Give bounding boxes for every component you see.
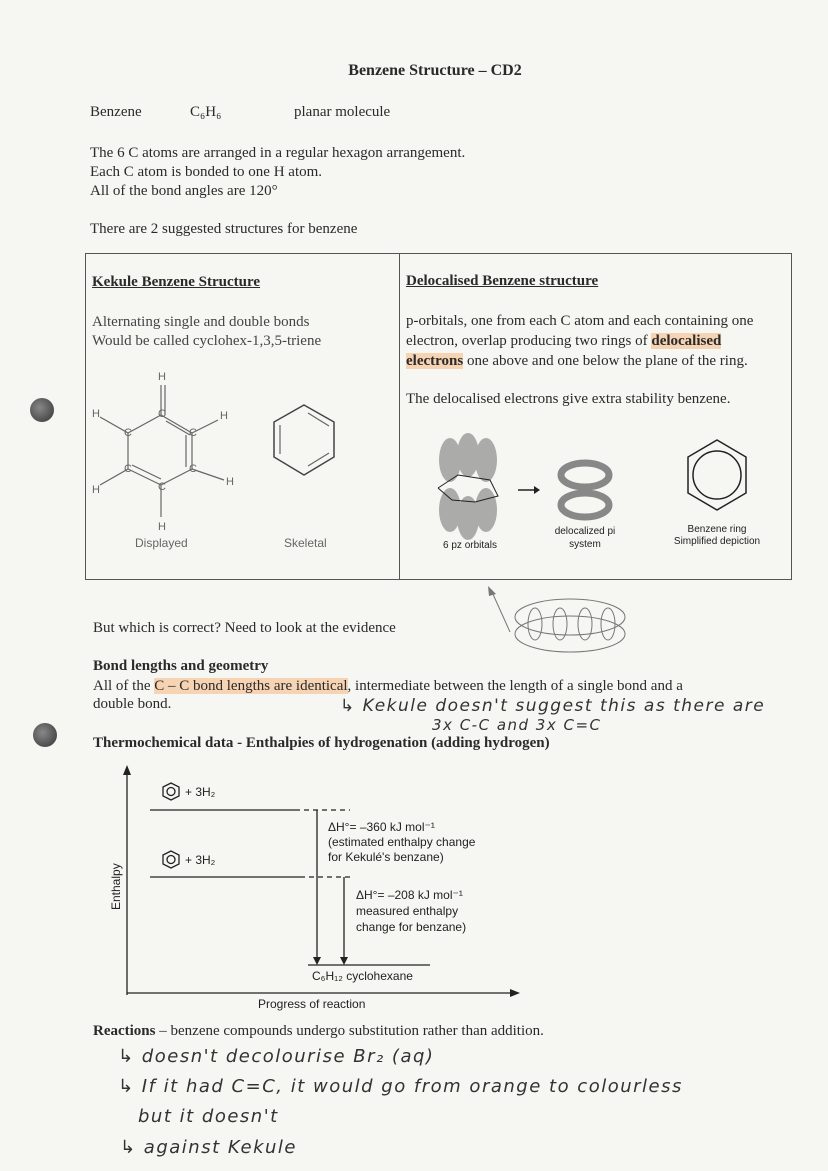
product-label: C₆H₁₂ cyclohexane bbox=[312, 969, 413, 983]
fig-pi-label: system bbox=[569, 539, 601, 550]
kekule-line: Alternating single and double bonds bbox=[92, 314, 310, 330]
y-axis-label: Enthalpy bbox=[109, 863, 123, 910]
enthalpy-diagram bbox=[100, 765, 530, 1015]
x-axis-label: Progress of reaction bbox=[258, 997, 366, 1011]
divider bbox=[399, 253, 400, 579]
delocalised-stability: The delocalised electrons give extra stability benzene. bbox=[406, 391, 731, 407]
atom-h: H bbox=[158, 371, 166, 383]
atom-h: H bbox=[92, 408, 100, 420]
delocalised-heading: Delocalised Benzene structure bbox=[406, 273, 599, 289]
intro-formula: C₆H₆ bbox=[190, 104, 222, 120]
fig-pi-label: delocalized pi bbox=[554, 526, 616, 537]
atom-c: C bbox=[158, 408, 166, 420]
page-title: Benzene Structure – CD2 bbox=[348, 62, 522, 79]
evidence-text: But which is correct? Need to look at the evidence bbox=[93, 620, 396, 636]
atom-c: C bbox=[158, 481, 166, 493]
atom-h: H bbox=[226, 476, 234, 488]
bond-heading: Bond lengths and geometry bbox=[93, 658, 269, 674]
atom-h: H bbox=[220, 410, 228, 422]
atom-c: C bbox=[189, 463, 197, 475]
skeletal-label: Skeletal bbox=[284, 536, 327, 550]
dh1-label: (estimated enthalpy change bbox=[328, 835, 476, 849]
dh2-label: ΔH°= –208 kJ mol⁻¹ bbox=[356, 888, 463, 902]
dh2-label: change for benzane) bbox=[356, 920, 467, 934]
suggested-text: There are 2 suggested structures for benzene bbox=[90, 221, 358, 237]
intro-name: Benzene bbox=[90, 104, 142, 120]
kekule-line: Would be called cyclohex-1,3,5-triene bbox=[92, 333, 322, 349]
displayed-label: Displayed bbox=[135, 536, 188, 550]
atom-c: C bbox=[124, 427, 132, 439]
delocalised-text: electron, overlap producing two rings of bbox=[406, 333, 652, 349]
bond-text: All of the bbox=[93, 678, 155, 694]
handwritten-note: ↳ doesn't decolourise Br₂ (aq) bbox=[118, 1046, 435, 1067]
punch-hole bbox=[30, 398, 54, 422]
delocalised-text: p-orbitals, one from each C atom and each containing one bbox=[406, 313, 754, 329]
bond-text: , intermediate between the length of a single bond and a bbox=[347, 678, 683, 694]
delocalised-text: one above and one below the plane of the ring. bbox=[463, 353, 748, 369]
dh2-label: measured enthalpy bbox=[356, 904, 459, 918]
fig-ring-label: Simplified depiction bbox=[673, 536, 761, 547]
fact: All of the bond angles are 120° bbox=[90, 183, 278, 199]
fact: The 6 C atoms are arranged in a regular hexagon arrangement. bbox=[90, 145, 466, 161]
handwritten-note: ↳ If it had C=C, it would go from orange to colourless bbox=[118, 1076, 683, 1097]
orbital-figures bbox=[420, 430, 780, 555]
intro-shape: planar molecule bbox=[294, 104, 391, 120]
fig-orbitals-label: 6 pz orbitals bbox=[443, 540, 497, 551]
handwritten-note: but it doesn't bbox=[138, 1106, 279, 1127]
handwritten-note: ↳ Kekule doesn't suggest this as there are bbox=[340, 696, 766, 716]
highlight: delocalised bbox=[651, 333, 722, 349]
handwritten-note: ↳ against Kekule bbox=[120, 1137, 297, 1158]
reactions-text: – benzene compounds undergo substitution rather than addition. bbox=[155, 1023, 544, 1039]
facts bbox=[90, 144, 465, 201]
hand-sketch bbox=[480, 582, 630, 667]
punch-hole bbox=[33, 723, 57, 747]
reactions-heading: Reactions bbox=[93, 1023, 156, 1039]
fig-ring-label: Benzene ring bbox=[687, 524, 747, 535]
bond-text: double bond. bbox=[93, 696, 172, 712]
species-label: + 3H₂ bbox=[185, 853, 216, 867]
atom-h: H bbox=[92, 484, 100, 496]
dh1-label: for Kekulé's benzane) bbox=[328, 850, 444, 864]
atom-h: H bbox=[158, 521, 166, 533]
highlight: C – C bond lengths are identical bbox=[154, 678, 348, 694]
thermo-heading: Thermochemical data - Enthalpies of hydrogenation (adding hydrogen) bbox=[93, 735, 550, 751]
kekule-diagram bbox=[86, 365, 396, 555]
atom-c: C bbox=[124, 463, 132, 475]
atom-c: C bbox=[189, 427, 197, 439]
kekule-heading: Kekule Benzene Structure bbox=[92, 274, 261, 290]
dh1-label: ΔH°= –360 kJ mol⁻¹ bbox=[328, 820, 435, 834]
highlight: electrons bbox=[406, 353, 464, 369]
species-label: + 3H₂ bbox=[185, 785, 216, 799]
fact: Each C atom is bonded to one H atom. bbox=[90, 164, 323, 180]
handwritten-note: 3x C-C and 3x C=C bbox=[432, 716, 602, 734]
